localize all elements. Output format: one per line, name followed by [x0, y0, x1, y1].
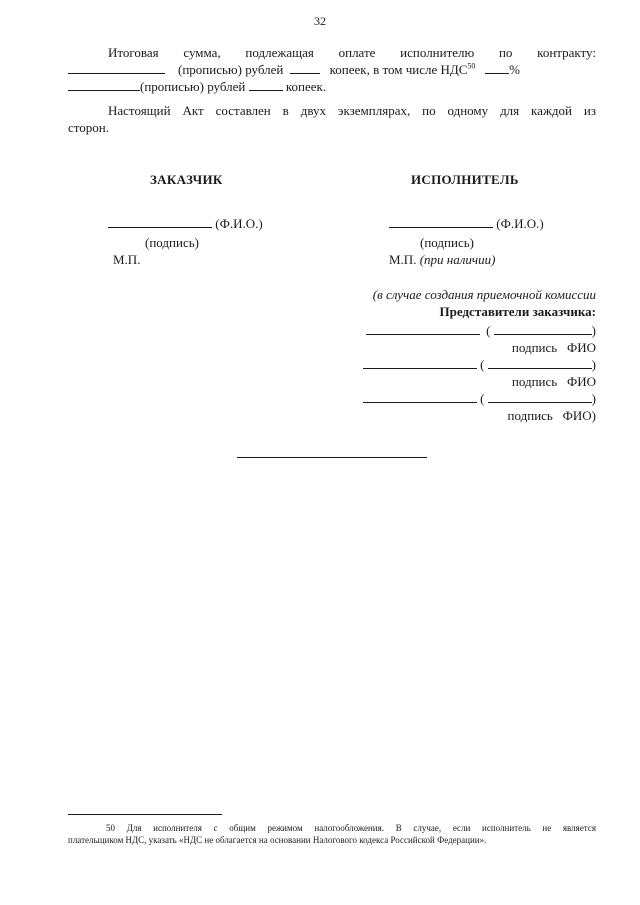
- footnote-ref: 50: [467, 61, 476, 71]
- total-sum-paragraph: [68, 44, 596, 95]
- customer-fio-label: (Ф.И.О.): [215, 216, 263, 231]
- representative-row-1: [366, 322, 596, 339]
- page-number: 32: [314, 14, 326, 28]
- open-paren: (: [480, 391, 485, 406]
- representative-caption-3: [508, 408, 596, 424]
- vat-amount-blank: [68, 79, 140, 91]
- footnote-line-1: 50 Для исполнителя с общим режимом налогообложения. В случае, если исполнитель не является: [106, 823, 596, 833]
- commission-note: (в случае создания приемочной комиссии: [372, 287, 596, 302]
- representative-caption-1: [512, 340, 596, 356]
- caption-fio: ФИО: [566, 340, 596, 355]
- caption-fio: ФИО: [566, 374, 596, 389]
- commission-block: [373, 286, 596, 320]
- footnote-divider: [68, 814, 222, 815]
- caption-signature: подпись: [507, 408, 553, 423]
- contractor-stamp-note: (при наличии): [419, 252, 496, 267]
- representative-2-signature-line: [363, 356, 477, 369]
- customer-signature-label: (подпись): [145, 235, 199, 250]
- representative-row-2: [363, 356, 596, 373]
- customer-signature-line: [108, 215, 212, 228]
- customer-fio-row: [108, 215, 263, 232]
- kopecks-vat-label: копеек, в том числе НДС: [329, 62, 468, 77]
- contractor-stamp-label: М.П.: [389, 252, 417, 267]
- percent-sign: %: [509, 62, 520, 77]
- contractor-heading: ИСПОЛНИТЕЛЬ: [411, 172, 519, 187]
- footnote-line-2: плательщиком НДС, указать «НДС не облагается на основании Налогового кодекса Российской Федерации».: [68, 835, 487, 845]
- amount-blank: [68, 62, 165, 74]
- customer-stamp-label: М.П.: [113, 252, 141, 267]
- total-sum-line-1: Итоговая сумма, подлежащая оплате исполнителю по контракту:: [108, 45, 596, 60]
- close-paren: ): [591, 323, 596, 338]
- copies-paragraph: [68, 102, 596, 136]
- representative-row-3: [363, 390, 596, 407]
- representative-1-signature-line: [366, 322, 480, 335]
- commission-title: Представители заказчика:: [439, 304, 596, 319]
- contractor-fio-row: [389, 215, 544, 232]
- representative-3-fio-line: [488, 390, 592, 403]
- contractor-fio-label: (Ф.И.О.): [496, 216, 544, 231]
- representative-3-signature-line: [363, 390, 477, 403]
- caption-fio-last: ФИО): [562, 408, 596, 423]
- copies-line-1: Настоящий Акт составлен в двух экземплярах, по одному для каждой из: [108, 103, 596, 118]
- contractor-stamp-row: [389, 251, 495, 268]
- center-divider: [237, 457, 427, 458]
- contractor-signature-line: [389, 215, 493, 228]
- caption-signature: подпись: [511, 374, 558, 389]
- representative-caption-2: [512, 374, 596, 390]
- vat-kopecks-label: копеек.: [285, 79, 327, 94]
- open-paren: (: [480, 357, 485, 372]
- vat-percent-blank: [485, 62, 509, 74]
- close-paren: ): [591, 391, 596, 406]
- copies-line-2: сторон.: [68, 120, 109, 135]
- caption-signature: подпись: [511, 340, 558, 355]
- representative-2-fio-line: [488, 356, 592, 369]
- customer-heading: ЗАКАЗЧИК: [150, 172, 223, 187]
- open-paren: (: [486, 323, 491, 338]
- footnote: [68, 822, 596, 846]
- total-sum-line-2: [68, 61, 596, 78]
- representative-1-fio-line: [494, 322, 592, 335]
- total-sum-line-3: [68, 78, 596, 95]
- amount-words-label: (прописью) рублей: [178, 62, 284, 77]
- contractor-signature-label: (подпись): [420, 235, 474, 250]
- vat-words-label: (прописью) рублей: [140, 79, 246, 94]
- vat-kopecks-blank: [249, 79, 283, 91]
- kopecks-blank: [290, 62, 320, 74]
- close-paren: ): [591, 357, 596, 372]
